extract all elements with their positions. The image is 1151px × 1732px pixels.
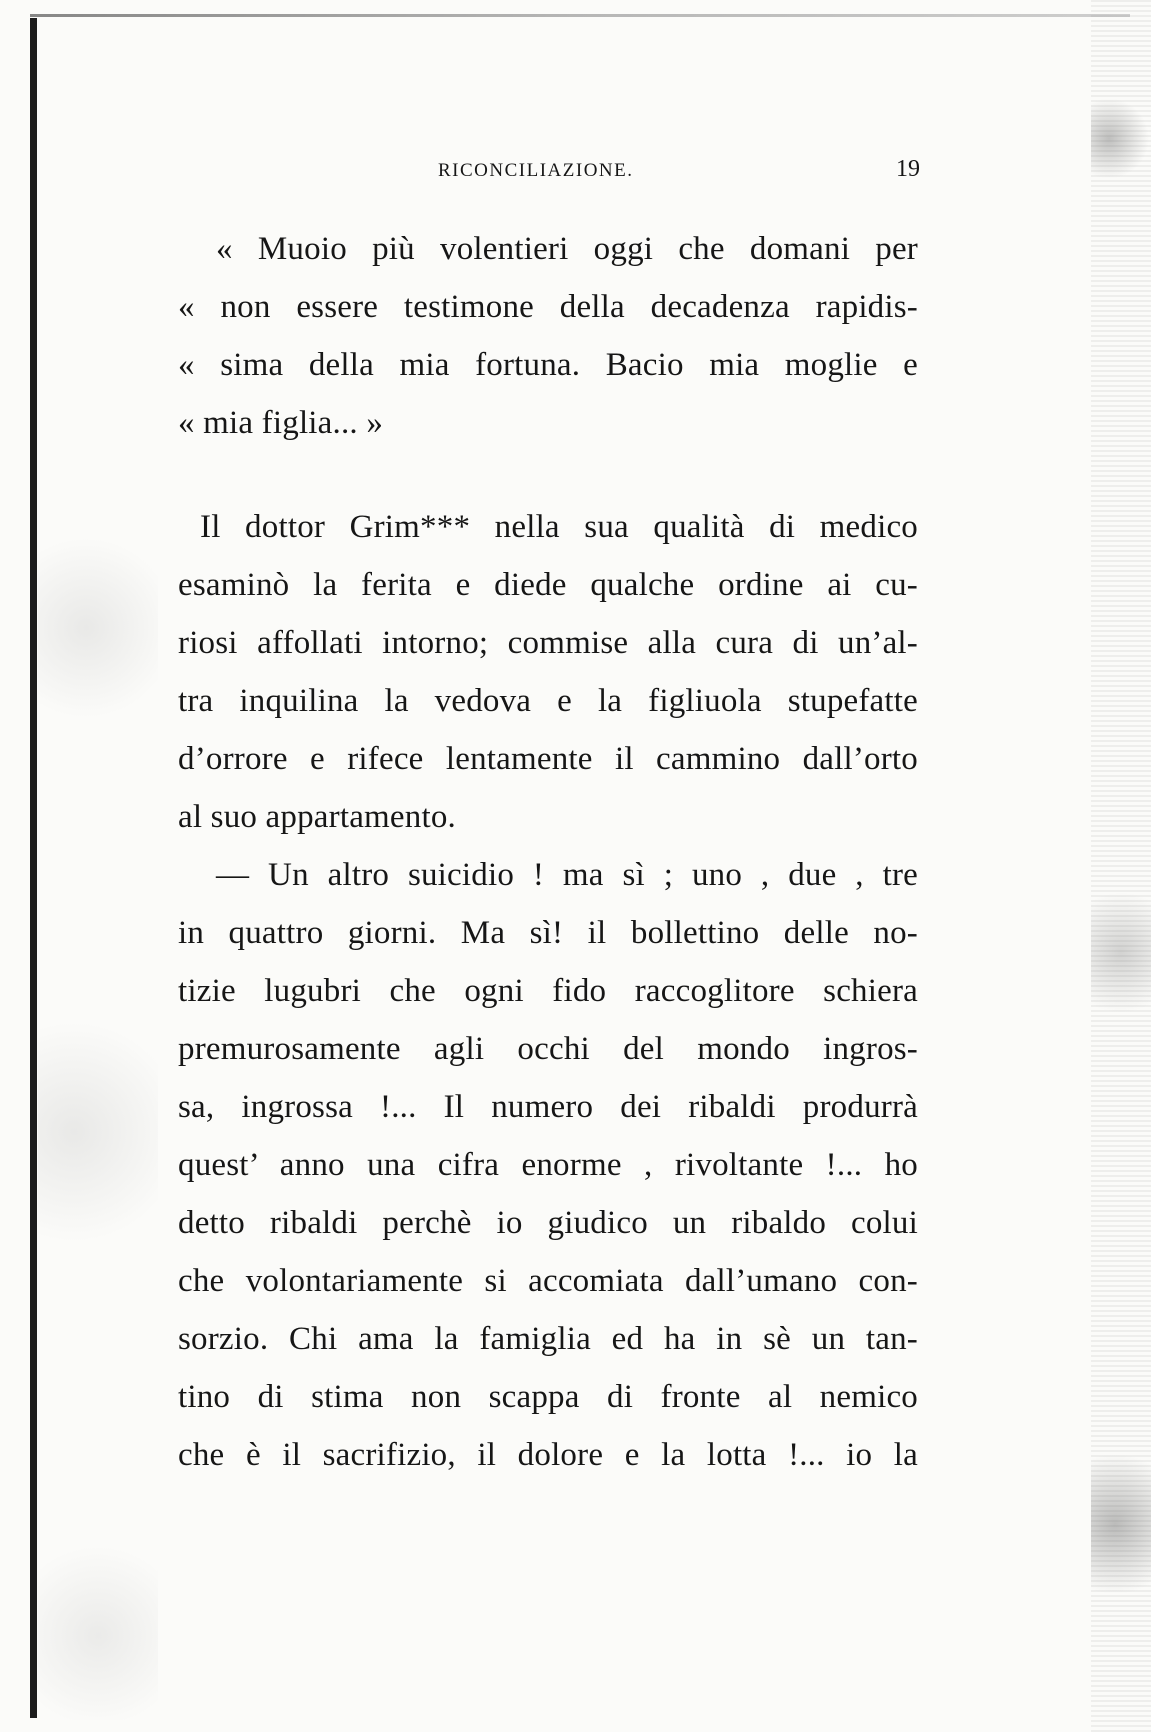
paragraph-quote <box>178 220 918 452</box>
text-line: premurosamente agli occhi del mondo ingros- <box>178 1031 918 1067</box>
text-line: « sima della mia fortuna. Bacio mia moglie e <box>178 347 918 383</box>
body-text <box>178 220 918 1484</box>
text-line: « mia figlia... » <box>178 405 384 441</box>
page-header <box>180 156 920 196</box>
text-line: Il dottor Grim*** nella sua qualità di medico <box>200 509 918 545</box>
text-line: sa, ingrossa !... Il numero dei ribaldi produrrà <box>178 1089 918 1125</box>
text-line: riosi affollati intorno; commise alla cura di un’al- <box>178 625 918 661</box>
text-line: — Un altro suicidio ! ma sì ; uno , due , tre <box>216 857 918 893</box>
text-line: tizie lugubri che ogni fido raccoglitore schiera <box>178 973 918 1009</box>
text-line: che volontariamente si accomiata dall’umano con- <box>178 1263 918 1299</box>
running-title: RICONCILIAZIONE. <box>438 160 634 181</box>
book-spine-shadow <box>30 18 37 1718</box>
paragraph-monologue <box>178 846 918 1484</box>
text-line: « Muoio più volentieri oggi che domani per <box>216 231 918 267</box>
text-line: al suo appartamento. <box>178 799 456 835</box>
text-line: in quattro giorni. Ma sì! il bollettino delle no- <box>178 915 918 951</box>
text-line: detto ribaldi perchè io giudico un ribaldo colui <box>178 1205 918 1241</box>
text-line: d’orrore e rifece lentamente il cammino dall’orto <box>178 741 918 777</box>
paragraph-spacer <box>178 452 918 498</box>
text-line: esaminò la ferita e diede qualche ordine ai cu- <box>178 567 918 603</box>
text-line: sorzio. Chi ama la famiglia ed ha in sè un tan- <box>178 1321 918 1357</box>
text-line: quest’ anno una cifra enorme , rivoltante !... ho <box>178 1147 918 1183</box>
paragraph-narration <box>178 498 918 846</box>
page-number: 19 <box>896 156 920 182</box>
text-line: tino di stima non scappa di fronte al nemico <box>178 1379 918 1415</box>
page-top-edge <box>30 14 1130 17</box>
text-line: che è il sacrifizio, il dolore e la lotta !... io la <box>178 1437 918 1473</box>
scan-speckle-right <box>1091 0 1151 1732</box>
text-line: « non essere testimone della decadenza rapidis- <box>178 289 918 325</box>
scan-speckle-left <box>38 40 158 1720</box>
text-line: tra inquilina la vedova e la figliuola stupefatte <box>178 683 918 719</box>
